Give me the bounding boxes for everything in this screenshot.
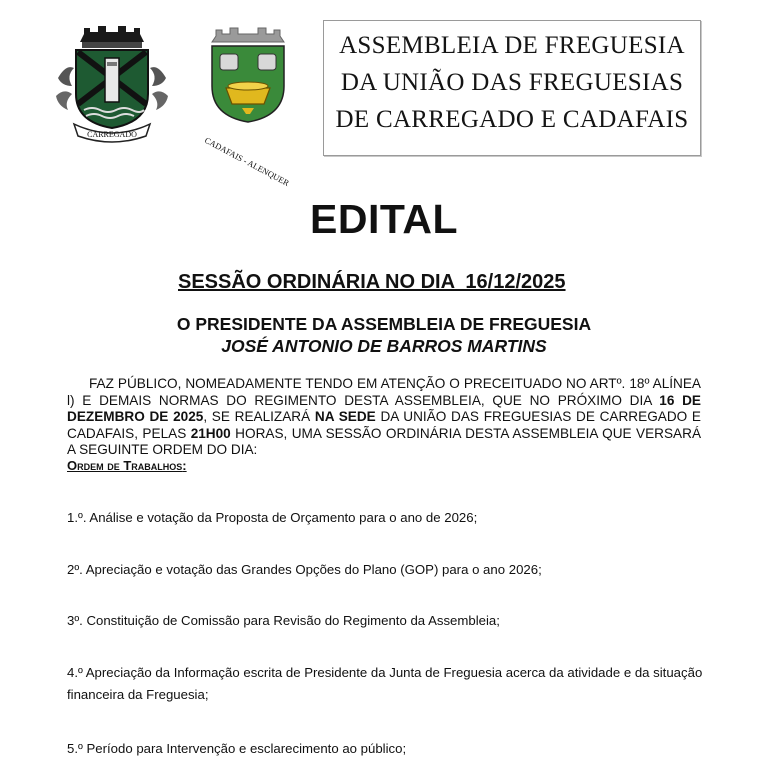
assembly-header-box	[323, 20, 701, 156]
agenda-label: Ordem de Trabalhos	[67, 458, 183, 473]
carregado-crest-label: CARREGADO	[87, 130, 137, 139]
agenda-item: 5.º Período para Intervenção e esclarecimento ao público;	[67, 741, 407, 756]
agenda-item: 3º. Constituição de Comissão para Revisão do Regimento da Assembleia;	[67, 613, 500, 628]
agenda-colon: :	[182, 458, 187, 473]
president-name: JOSÉ ANTONIO DE BARROS MARTINS	[221, 336, 547, 356]
agenda-heading	[67, 458, 187, 473]
intro-part-1: FAZ PÚBLICO, NOMEADAMENTE TENDO EM ATENÇÃO O PRECEITUADO NO ARTº. 18º ALÍNEA l) E DEMAIS NORMAS DO REGIMENTO DESTA ASSEMBLEIA, QUE NO PRÓXIMO DIA	[67, 376, 701, 408]
carregado-coat-of-arms	[52, 24, 172, 142]
header-line-2: DA UNIÃO DAS FREGUESIAS	[340, 69, 684, 96]
intro-part-3: DA UNIÃO DAS FREGUESIAS DE CARREGADO E CADAFAIS, PELAS	[67, 409, 701, 441]
meeting-place: NA SEDE	[314, 409, 376, 425]
intro-part-2: , SE REALIZARÁ	[203, 409, 315, 425]
meeting-date: 16 DE DEZEMBRO DE 2025	[67, 392, 701, 425]
header-line-3: DE CARREGADO E CADAFAIS	[335, 106, 689, 133]
cadafais-coat-of-arms	[200, 24, 296, 189]
president-block	[0, 313, 768, 357]
announcement-paragraph	[67, 376, 701, 459]
intro-part-4: HORAS, UMA SESSÃO ORDINÁRIA DESTA ASSEMBLEIA QUE VERSARÁ A SEGUINTE ORDEM DO DIA:	[67, 425, 702, 458]
agenda-item: 4.º Apreciação da Informação escrita de Presidente da Junta de Freguesia acerca da atividade e da situação financeira da Freguesia;	[67, 665, 703, 702]
session-text: SESSÃO ORDINÁRIA NO DIA 16/12/2025	[178, 271, 566, 293]
agenda-item: 2º. Apreciação e votação das Grandes Opções do Plano (GOP) para o ano 2026;	[67, 562, 542, 577]
header-line-1: ASSEMBLEIA DE FREGUESIA	[339, 32, 685, 59]
cadafais-crest-label: CADAFAIS - ALENQUER	[203, 134, 292, 189]
document-title: EDITAL	[309, 196, 458, 242]
meeting-time: 21H00	[190, 425, 231, 441]
session-heading	[178, 271, 566, 294]
agenda-item: 1.º. Análise e votação da Proposta de Orçamento para o ano de 2026;	[67, 510, 478, 525]
president-title: O PRESIDENTE DA ASSEMBLEIA DE FREGUESIA	[176, 314, 592, 334]
